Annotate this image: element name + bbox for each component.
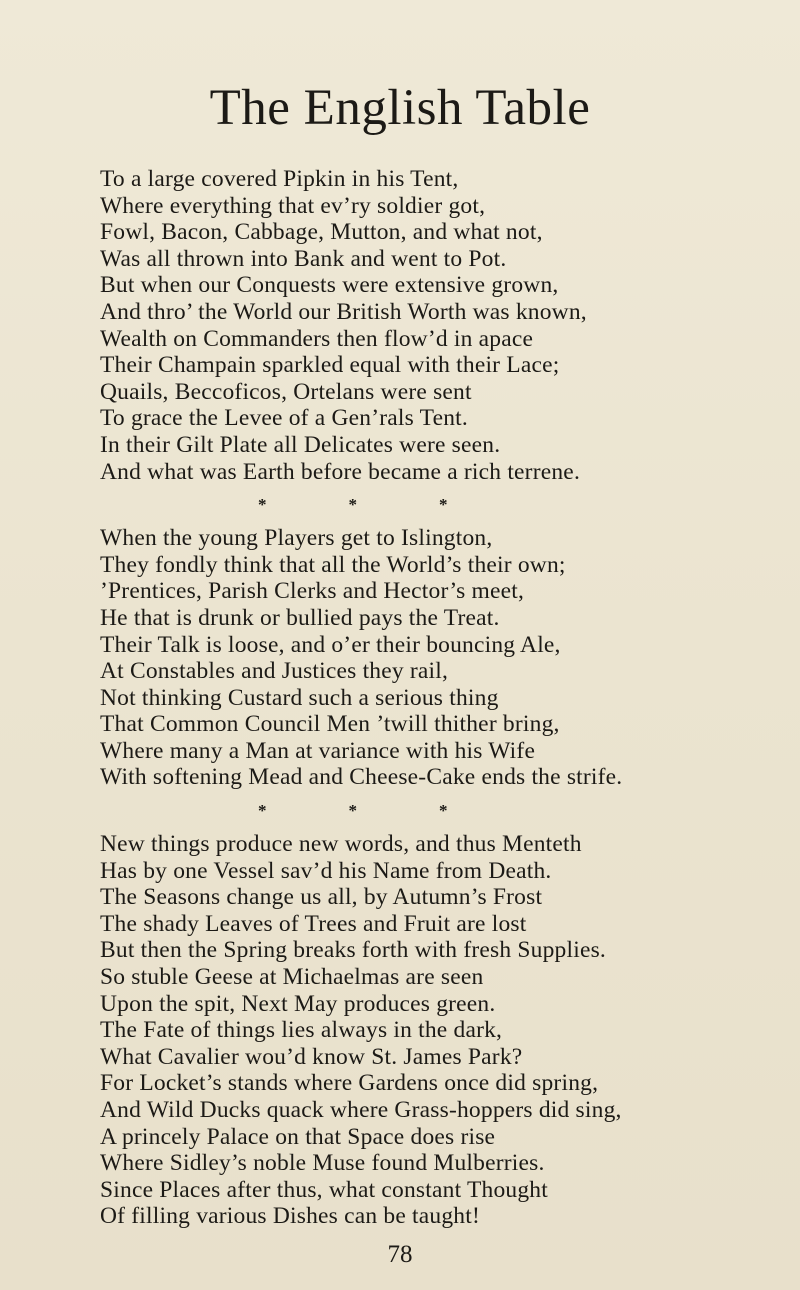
stanza-3 (100, 831, 790, 1230)
poem-line: So stuble Geese at Michaelmas are seen (100, 964, 484, 991)
poem-line: They fondly think that all the World’s their own; (100, 551, 566, 578)
poem-line: Where Sidley’s noble Muse found Mulberries. (100, 1150, 545, 1177)
poem-line: Upon the spit, Next May produces green. (100, 990, 496, 1017)
poem-line: But when our Conquests were extensive grown, (100, 272, 559, 299)
poem-line: When the young Players get to Islington, (100, 525, 493, 552)
stanza-1 (100, 166, 790, 485)
poem-line: But then the Spring breaks forth with fresh Supplies. (100, 937, 606, 964)
page-number: 78 (387, 1241, 413, 1268)
poem-line: For Locket’s stands where Gardens once did spring, (100, 1070, 599, 1097)
poem-line: Wealth on Commanders then flow’d in apace (100, 325, 534, 352)
poem-body (100, 166, 790, 1230)
poem-line: And what was Earth before became a rich terrene. (100, 458, 581, 485)
poem-line: ’Prentices, Parish Clerks and Hector’s meet, (100, 578, 525, 605)
poem-line: New things produce new words, and thus Menteth (100, 831, 582, 858)
stanza-2 (100, 525, 790, 791)
poem-line: Was all thrown into Bank and went to Pot. (100, 245, 507, 272)
poem-line: Quails, Beccoficos, Ortelans were sent (100, 378, 472, 405)
poem-line: Since Places after thus, what constant Thought (100, 1176, 548, 1203)
poem-line: Their Talk is loose, and o’er their bouncing Ale, (100, 631, 561, 658)
page-title: The English Table (209, 80, 591, 136)
poem-line: Where many a Man at variance with his Wife (100, 737, 536, 764)
poem-line: Fowl, Bacon, Cabbage, Mutton, and what not, (100, 219, 543, 246)
asterisk-icon: * (258, 495, 267, 515)
poem-line: The Seasons change us all, by Autumn’s Frost (100, 884, 543, 911)
poem-line: That Common Council Men ’twill thither bring, (100, 711, 560, 738)
poem-line: And Wild Ducks quack where Grass-hoppers did sing, (100, 1097, 622, 1123)
poem-line: With softening Mead and Cheese-Cake ends the strife. (100, 764, 623, 791)
poem-line: The shady Leaves of Trees and Fruit are lost (100, 910, 527, 937)
poem-line: A princely Palace on that Space does rise (100, 1123, 496, 1150)
poem-line: And thro’ the World our British Worth was known, (100, 298, 587, 325)
poem-line: What Cavalier wou’d know St. James Park? (100, 1043, 523, 1070)
poem-line: In their Gilt Plate all Delicates were seen. (100, 431, 501, 458)
asterisk-icon: * (348, 495, 357, 515)
poem-line: To grace the Levee of a Gen’rals Tent. (100, 405, 468, 432)
poem-line: Not thinking Custard such a serious thing (100, 684, 499, 711)
poem-line: Where everything that ev’ry soldier got, (100, 192, 486, 219)
asterisk-icon: * (258, 801, 267, 821)
poem-line: The Fate of things lies always in the dark, (100, 1017, 503, 1044)
poem-line: Of filling various Dishes can be taught! (100, 1203, 480, 1230)
asterisk-icon: * (439, 495, 448, 515)
poem-line: Has by one Vessel sav’d his Name from Death. (100, 857, 552, 884)
poem-line: Their Champain sparkled equal with their Lace; (100, 352, 560, 379)
asterisk-icon: * (439, 801, 448, 821)
poem-line: He that is drunk or bullied pays the Treat. (100, 604, 500, 631)
section-separator (100, 485, 790, 525)
section-separator (100, 791, 790, 831)
asterisk-icon: * (348, 801, 357, 821)
poem-line: To a large covered Pipkin in his Tent, (100, 166, 459, 192)
poem-line: At Constables and Justices they rail, (100, 658, 449, 685)
